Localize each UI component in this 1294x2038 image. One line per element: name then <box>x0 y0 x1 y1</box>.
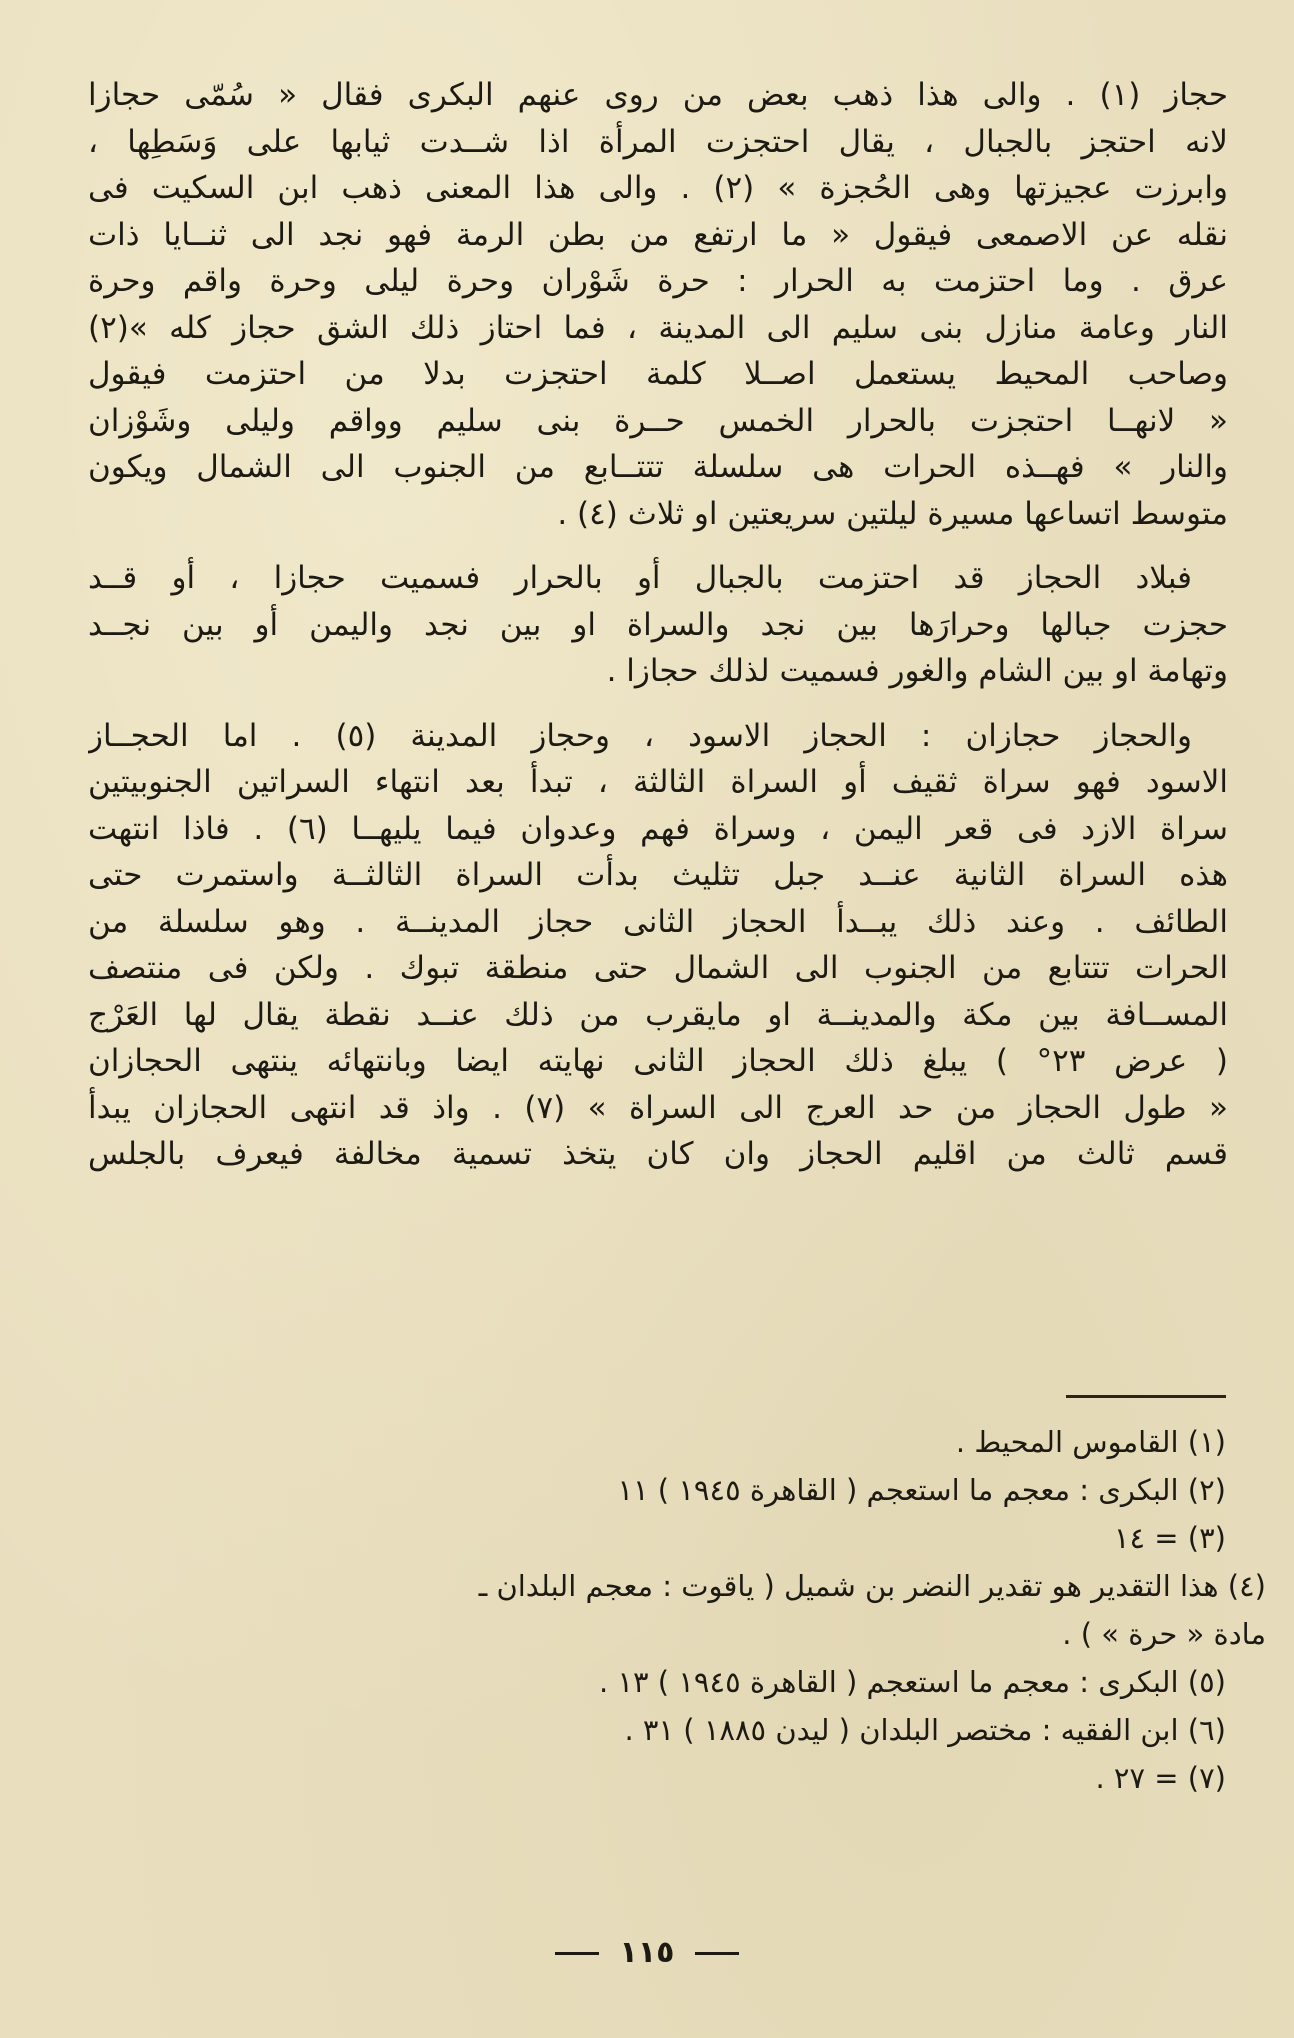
book-page <box>88 72 1228 1196</box>
text-line: وصاحب المحيط يستعمل اصــلا كلمة احتجزت بدلا من احتزمت فيقول <box>88 356 1228 392</box>
footnote-1: (١) القاموس المحيط . <box>955 1425 1226 1459</box>
paragraph-2 <box>88 555 1228 695</box>
text-line: الاسود فهو سراة ثقيف أو السراة الثالثة ، تبدأ بعد انتهاء السراتين الجنوبيتين <box>88 764 1228 800</box>
footnote-2: (٢) البكرى : معجم ما استعجم ( القاهرة ١٩٤٥ ) ١١ <box>617 1473 1226 1507</box>
text-line: والنار » فهــذه الحرات هى سلسلة تتتــابع من الجنوب الى الشمال ويكون <box>88 449 1228 485</box>
text-line: ( عرض ٢٣° ) يبلغ ذلك الحجاز الثانى نهايته ايضا وبانتهائه ينتهى الحجازان <box>88 1043 1228 1079</box>
footnote-5: (٥) البكرى : معجم ما استعجم ( القاهرة ١٩٤٥ ) ١٣ . <box>599 1665 1226 1699</box>
text-line: لانه احتجز بالجبال ، يقال احتجزت المرأة اذا شــدت ثيابها على وَسَطِها ، <box>88 123 1228 160</box>
footnote-3: (٣) = ١٤ <box>1113 1521 1226 1555</box>
text-line: حجاز (١) . والى هذا ذهب بعض من روى عنهم البكرى فقال « سُمّى حجازا <box>88 77 1228 113</box>
page-number-value: ١١٥ <box>619 1935 675 1970</box>
text-line: النار وعامة منازل بنى سليم الى المدينة ، فما احتاز ذلك الشق حجاز كله »(٢) <box>88 309 1228 346</box>
text-line: وابرزت عجيزتها وهى الحُجزة » (٢) . والى هذا المعنى ذهب ابن السكيت فى <box>88 170 1228 206</box>
main-text <box>88 72 1228 1178</box>
footnote-4: (٤) هذا التقدير هو تقدير النضر بن شميل ( ياقوت : معجم البلدان ـ <box>478 1569 1266 1603</box>
text-line: قسم ثالث من اقليم الحجاز وان كان يتخذ تسمية مخالفة فيعرف بالجلس <box>88 1136 1228 1172</box>
footnote-7: (٧) = ٢٧ . <box>1095 1761 1226 1795</box>
text-line: والحجاز حجازان : الحجاز الاسود ، وحجاز المدينة (٥) . اما الحجــاز <box>88 717 1192 754</box>
page-number-dash <box>695 1952 739 1955</box>
footnote-6: (٦) ابن الفقيه : مختصر البلدان ( ليدن ١٨٨٥ ) ٣١ . <box>624 1713 1226 1747</box>
page-number-dash <box>555 1952 599 1955</box>
text-line: الطائف . وعند ذلك يبــدأ الحجاز الثانى حجاز المدينــة . وهو سلسلة من <box>88 903 1228 940</box>
text-line: « طول الحجاز من حد العرج الى السراة » (٧) . واذ قد انتهى الحجازان يبدأ <box>88 1089 1228 1126</box>
paragraph-1 <box>88 72 1228 537</box>
page-number <box>0 1935 1294 1970</box>
text-line: سراة الازد فى قعر اليمن ، وسراة فهم وعدوان فيما يليهــا (٦) . فاذا انتهت <box>88 810 1228 847</box>
footnote-separator <box>1066 1395 1226 1398</box>
text-line: حجزت جبالها وحرارَها بين نجد والسراة او بين نجد واليمن أو بين نجــد <box>88 606 1228 643</box>
text-line: المســافة بين مكة والمدينــة او مايقرب من ذلك عنــد نقطة يقال لها العَرْج <box>88 996 1228 1033</box>
text-line: هذه السراة الثانية عنــد جبل تثليث بدأت السراة الثالثــة واستمرت حتى <box>88 857 1228 893</box>
text-line: « لانهــا احتجزت بالحرار الخمس حــرة بنى سليم وواقم وليلى وشَوْزان <box>88 402 1228 439</box>
text-line: نقله عن الاصمعى فيقول « ما ارتفع من بطن الرمة فهو نجد الى ثنــايا ذات <box>88 216 1228 253</box>
text-line: عرق . وما احتزمت به الحرار : حرة شَوْران وحرة ليلى وحرة واقم وحرة <box>88 263 1228 299</box>
paragraph-3 <box>88 713 1228 1178</box>
text-line: وتهامة او بين الشام والغور فسميت لذلك حجازا . <box>606 653 1228 689</box>
text-line: فبلاد الحجاز قد احتزمت بالجبال أو بالحرار فسميت حجازا ، أو قــد <box>88 560 1192 596</box>
text-line: الحرات تتتابع من الجنوب الى الشمال حتى منطقة تبوك . ولكن فى منتصف <box>88 950 1228 986</box>
footnotes <box>86 1418 1266 1802</box>
footnote-4-continued: مادة « حرة » ) . <box>1062 1617 1266 1651</box>
text-line: متوسط اتساعها مسيرة ليلتين سريعتين او ثلاث (٤) . <box>557 495 1228 532</box>
